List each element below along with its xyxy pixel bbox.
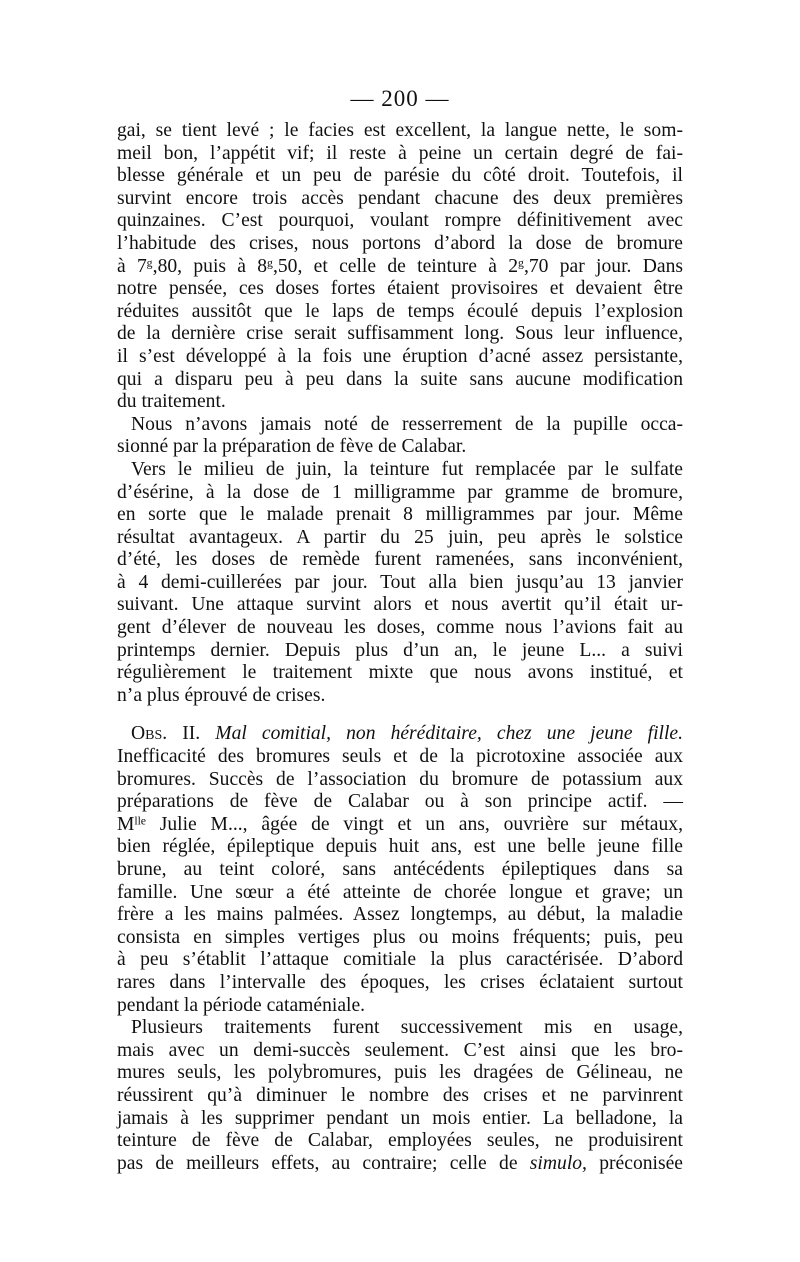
text-line: d’été, les doses de remède furent ramenées, sans inconvénient, [117,549,683,571]
text-line: mais avec un demi-succès seulement. C’est ainsi que les bro- [117,1039,683,1061]
observation-section [117,723,683,1017]
text-line: meil bon, l’appétit vif; il reste à peine un certain degré de fai- [117,142,683,164]
text-line: frère a les mains palmées. Assez longtemps, au début, la maladie [117,904,683,926]
text-line: d’ésérine, à la dose de 1 milligramme par gramme de bromure, [117,481,683,503]
text-line: l’habitude des crises, nous portons d’abord la dose de bromure [117,232,683,254]
text-line: sionné par la préparation de fève de Calabar. [117,436,467,458]
text-line: résultat avantageux. A partir du 25 juin, peu après le solstice [117,526,683,548]
text-line: bromures. Succès de l’association du bromure de potassium aux [117,768,683,790]
text-line: à 4 demi-cuillerées par jour. Tout alla bien jusqu’au 13 janvier [117,571,683,593]
text-line: à peu s’établit l’attaque comitiale la plus caractérisée. D’abord [117,949,683,971]
paragraph-pupil [117,414,683,459]
observation-label: Obs. II. [131,723,201,745]
text-line: survint encore trois accès pendant chacune des deux premières [117,187,683,209]
paragraph-eserine [117,459,683,708]
text-line: pendant la période cataméniale. [117,994,366,1016]
text-line: gent d’élever de nouveau les doses, comme nous l’avions fait au [117,617,683,639]
text-line: rares dans l’intervalle des époques, les crises éclataient surtout [117,971,683,993]
text-line: suivant. Une attaque survint alors et nous avertit qu’il était ur- [117,594,683,616]
text-line: qui a disparu peu à peu dans la suite sans aucune modification [117,368,683,390]
body-text [117,120,683,1175]
text-line: notre pensée, ces doses fortes étaient provisoires et devaient être [117,278,683,300]
page-number: — 200 — [350,86,450,111]
text-line: blesse générale et un peu de parésie du côté droit. Toutefois, il [117,165,683,187]
text-line: à 7ᵍ,80, puis à 8ᵍ,50, et celle de teinture à 2ᵍ,70 par jour. Dans [117,255,683,277]
observation-heading [117,723,683,746]
text-line: n’a plus éprouvé de crises. [117,684,326,706]
section-gap [117,707,683,723]
text-line: bien réglée, épileptique depuis huit ans, est une belle jeune fille [117,836,683,858]
paragraph-treatments [117,1017,683,1175]
text-line: réduites aussitôt que le laps de temps écoulé depuis l’explosion [117,300,683,322]
text-line: Nous n’avons jamais noté de resserrement de la pupille occa- [131,413,683,435]
text-line: consista en simples vertiges plus ou moins fréquents; puis, peu [117,926,683,948]
text-line: il s’est développé à la fois une éruption d’acné assez persistante, [117,345,683,367]
text-line: Inefficacité des bromures seuls et de la picrotoxine associée aux [117,746,683,768]
observation-title: Mal comitial, non héréditaire, chez une jeune fille. [215,723,683,745]
text-line-final [117,1153,683,1176]
text-line: Mˡˡᵉ Julie M..., âgée de vingt et un ans, ouvrière sur métaux, [117,813,683,835]
text-line: brune, au teint coloré, sans antécédents épileptiques dans sa [117,859,683,880]
paragraph-continuation [117,120,683,414]
text-line: régulièrement le traitement mixte que nous avons institué, et [117,662,683,684]
text-line: en sorte que le malade prenait 8 milligrammes par jour. Même [117,504,683,526]
text-fragment: pas de meilleurs effets, au contraire; celle de [117,1152,518,1174]
text-line: famille. Une sœur a été atteinte de chorée longue et grave; un [117,881,683,903]
text-line: réussirent qu’à diminuer le nombre des crises et ne parvinrent [117,1084,683,1106]
text-line: quinzaines. C’est pourquoi, voulant rompre définitivement avec [117,210,683,232]
text-line: Plusieurs traitements furent successivement mis en usage, [131,1017,683,1039]
text-line: jamais à les supprimer pendant un mois entier. La belladone, la [117,1107,683,1129]
text-line: préparations de fève de Calabar ou à son principe actif. — [117,791,683,813]
text-line: de la dernière crise serait suffisamment long. Sous leur influence, [117,323,683,345]
text-line: gai, se tient levé ; le facies est excellent, la langue nette, le som- [117,120,683,141]
text-fragment: préconisée [586,1152,683,1174]
text-line: du traitement. [117,391,226,413]
italic-term: simulo, [529,1152,587,1174]
text-line: mures seuls, les polybromures, puis les dragées de Gélineau, ne [117,1062,683,1084]
text-line: Vers le milieu de juin, la teinture fut remplacée par le sulfate [131,458,683,480]
text-line: printemps dernier. Depuis plus d’un an, le jeune L... a suivi [117,639,683,661]
text-line: teinture de fève de Calabar, employées seules, ne produisirent [117,1130,683,1152]
